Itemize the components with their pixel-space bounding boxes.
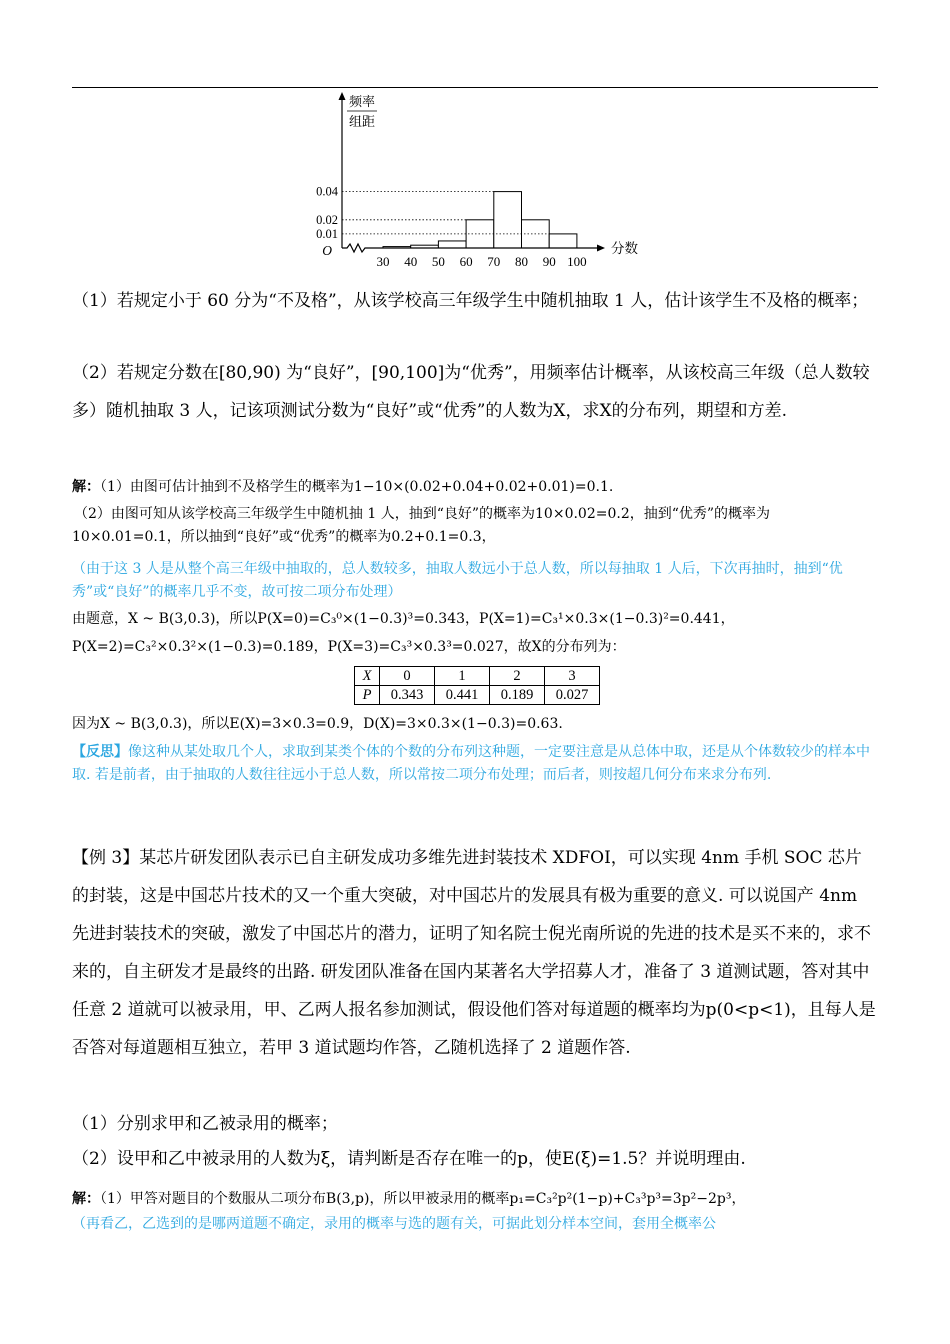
x-tick-label: 70	[487, 254, 501, 269]
table-cell: 0.189	[490, 686, 545, 705]
y-axis-arrow	[339, 92, 346, 100]
solution-note: （由于这 3 人是从整个高三年级中抽取的，总人数较多，抽取人数远小于总人数，所以每抽取 1 人后，下次再抽时，抽到“优秀”或“良好”的概率几乎不变，故可按二项分布处理）	[72, 561, 843, 600]
solution-step-2d: 因为X ~ B(3,0.3)，所以E(X)=3×0.3=0.9，D(X)=3×0.3×(1−0.3)=0.63.	[72, 716, 563, 732]
x-tick-label: 90	[542, 254, 556, 269]
table-head-p: P	[355, 686, 380, 705]
origin-label: O	[322, 243, 332, 258]
reflection-label: 【反思】	[72, 744, 128, 760]
table-head-x: X	[355, 667, 380, 686]
example-3-text: 【例 3】某芯片研发团队表示已自主研发成功多维先进封装技术 XDFOI，可以实现 4nm 手机 SOC 芯片的封装，这是中国芯片技术的又一个重大突破，对中国芯片的发展具有极为重要的意义. 可以说国产 4nm 先进封装技术的突破，激发了中国芯片的潜力，证明了知名院士倪光南所说的先进的技术是买不来的，求不来的，自主研发才是最终的出路. 研发团队准备在国内某著名大学招募人才，准备了 3 道测试题，答对其中任意 2 道就可以被录用，甲、乙两人报名参加测试，假设他们答对每道题的概率均为p(0<p<1)，且每人是否答对每道题相互独立，若甲 3 道试题均作答，乙随机选择了 2 道题作答.	[72, 848, 876, 1058]
example-3-solution-step-1: （1）甲答对题目的个数服从二项分布B(3,p)，所以甲被录用的概率p₁=C₃²p²(1−p)+C₃³p³=3p²−2p³，	[100, 1191, 746, 1207]
solution-step-1: （1）由图可估计抽到不及格学生的概率为1−10×(0.02+0.04+0.02+0.01)=0.1.	[100, 479, 614, 495]
reflection	[72, 741, 878, 786]
x-tick-label: 30	[376, 254, 390, 269]
x-tick-label: 100	[567, 254, 587, 269]
solution-step-2a: （2）由图可知从该学校高三年级学生中随机抽 1 人，抽到“良好”的概率为10×0.02=0.2，抽到“优秀”的概率为10×0.01=0.1，所以抽到“良好”或“优秀”的概率为0.2+0.1=0.3，	[72, 506, 771, 545]
frequency-histogram	[295, 88, 655, 278]
example-3-question-1: （1）分别求甲和乙被录用的概率；	[72, 1114, 338, 1134]
histogram-bar	[549, 234, 577, 248]
y-tick-label: 0.04	[316, 184, 338, 199]
x-tick-label: 40	[404, 254, 418, 269]
x-tick-label: 80	[515, 254, 528, 269]
example-3-question-2: （2）设甲和乙中被录用的人数为ξ，请判断是否存在唯一的p，使E(ξ)=1.5？并说明理由.	[72, 1149, 746, 1169]
distribution-table	[354, 666, 600, 705]
x-axis-label: 分数	[611, 241, 638, 256]
histogram-bar	[438, 241, 466, 248]
solution-part-1	[72, 476, 878, 499]
table-cell: 0.343	[380, 686, 435, 705]
x-tick-label: 60	[459, 254, 473, 269]
histogram-bar	[494, 192, 522, 248]
reflection-text: 像这种从某处取几个人，求取到某类个体的个数的分布列这种题，一定要注意是从总体中取，还是从个体数较少的样本中取. 若是前者，由于抽取的人数往往远小于总人数，所以常按二项分布处理；而后者，则按超几何分布来求分布列.	[72, 744, 870, 783]
y-tick-label: 0.01	[316, 226, 338, 241]
question-1: （1）若规定小于 60 分为“不及格”，从该学校高三年级学生中随机抽取 1 人，估计该学生不及格的概率；	[72, 291, 869, 311]
table-cell: 0	[380, 667, 435, 686]
table-cell: 3	[545, 667, 600, 686]
table-cell: 0.441	[435, 686, 490, 705]
x-axis-arrow	[597, 245, 605, 252]
solution-step-2b: 由题意，X ~ B(3,0.3)，所以P(X=0)=C₃⁰×(1−0.3)³=0.343，P(X=1)=C₃¹×0.3×(1−0.3)²=0.441，	[72, 611, 735, 627]
question-2: （2）若规定分数在[80,90) 为“良好”，[90,100]为“优秀”，用频率估计概率，从该校高三年级（总人数较多）随机抽取 3 人，记该项测试分数为“良好”或“优秀”的人数为X，求X的分布列，期望和方差.	[72, 363, 870, 421]
example-3-solution-label: 解：	[72, 1191, 100, 1207]
example-3-note: （再看乙，乙选到的是哪两道题不确定，录用的概率与选的题有关，可据此划分样本空间，套用全概率公	[72, 1216, 716, 1232]
y-axis-label-bottom: 组距	[349, 114, 376, 129]
y-axis-label-top: 频率	[349, 94, 376, 109]
x-tick-label: 50	[431, 254, 445, 269]
table-cell: 2	[490, 667, 545, 686]
solution-label: 解：	[72, 479, 100, 495]
solution-step-2c: P(X=2)=C₃²×0.3²×(1−0.3)=0.189，P(X=3)=C₃³×0.3³=0.027，故X的分布列为：	[72, 639, 626, 655]
example-3-solution	[72, 1188, 878, 1211]
table-row	[355, 686, 600, 705]
y-tick-label: 0.02	[316, 212, 338, 227]
table-cell: 1	[435, 667, 490, 686]
table-row	[355, 667, 600, 686]
table-cell: 0.027	[545, 686, 600, 705]
